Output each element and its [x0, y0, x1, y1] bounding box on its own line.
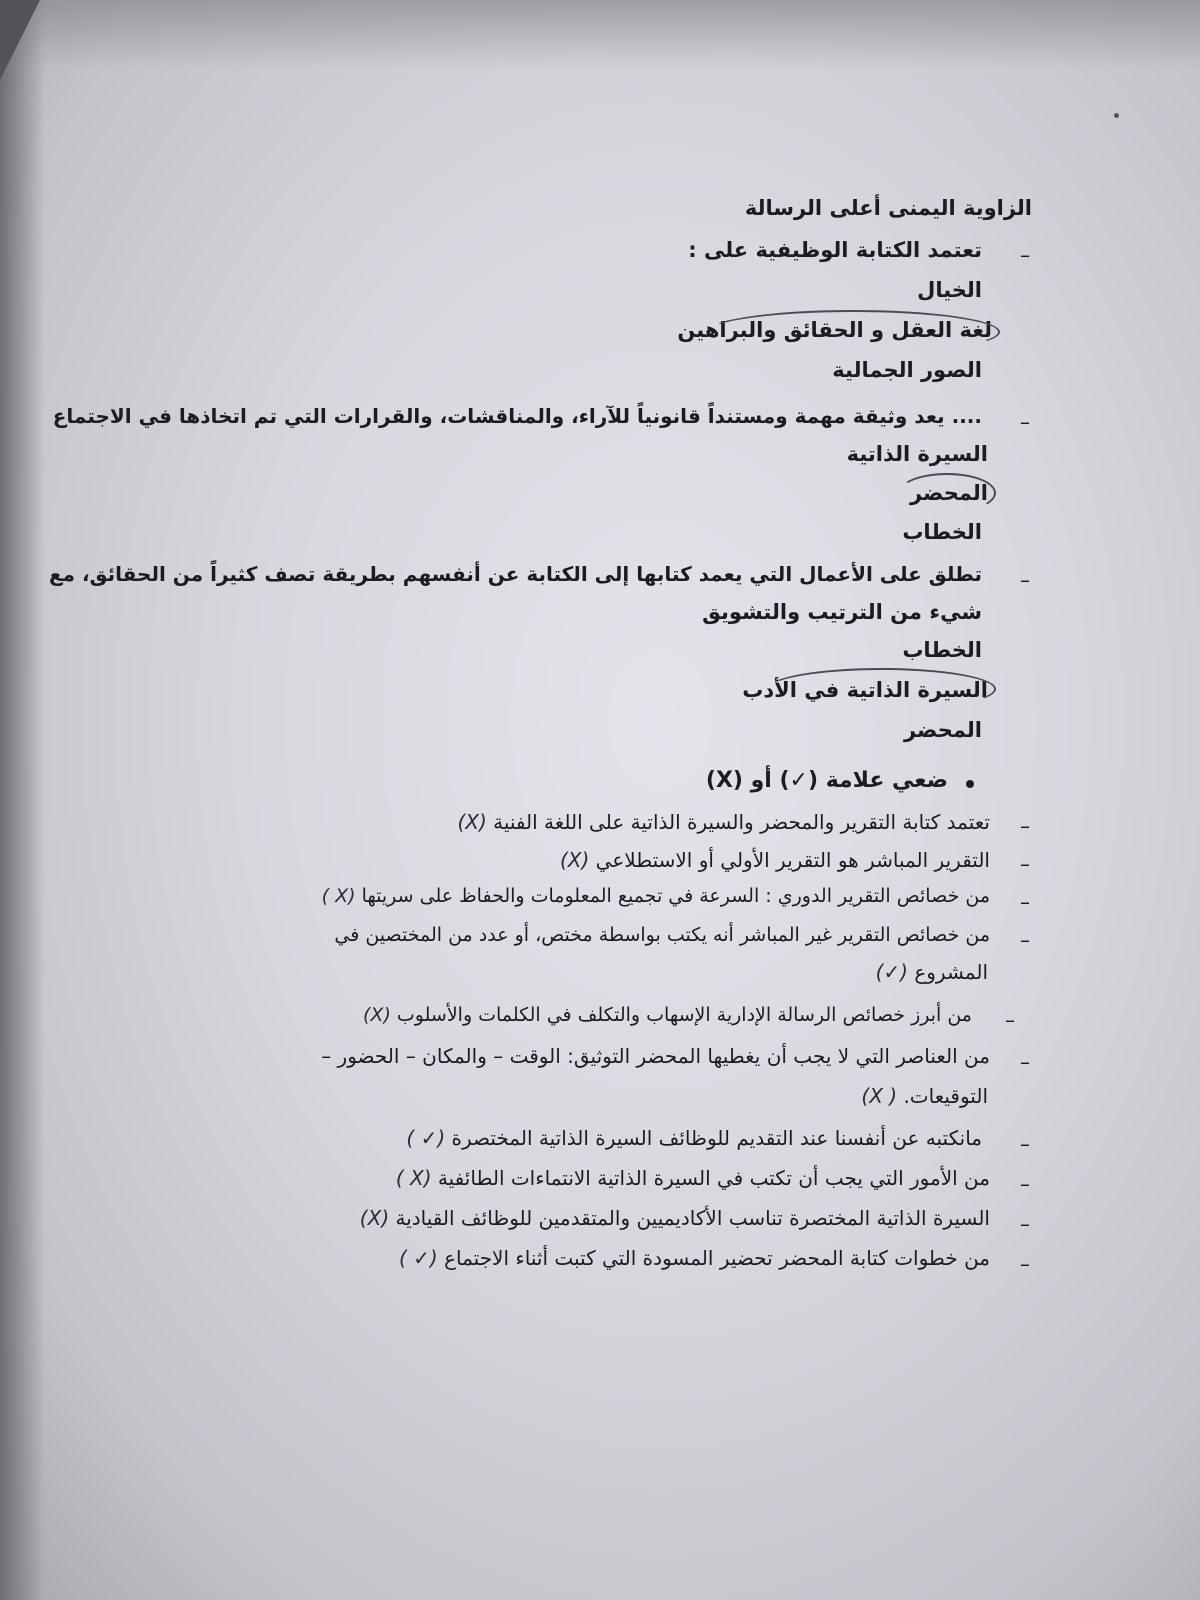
q2-option-circled: المحضر — [909, 481, 988, 505]
tf-item-text — [876, 962, 988, 982]
q3-stem-line2: شيء من الترتيب والتشويق — [702, 600, 982, 624]
dash: – — [1020, 814, 1030, 838]
q2-stem: .... يعد وثيقة مهمة ومستنداً قانونياً للآراء، والمناقشات، والقرارات التي تم اتخاذها في الاجتماع — [52, 404, 982, 428]
tf-item-2-text: التقرير المباشر هو التقرير الأولي أو الاستطلاعي — [595, 848, 990, 872]
tf-item-2-mark: (X) — [559, 848, 590, 872]
tf-item-1-mark: (X) — [457, 810, 487, 834]
tf-item-10-mark: (✓ ) — [398, 1246, 438, 1270]
dash: – — [1020, 1050, 1030, 1074]
dash: – — [1020, 568, 1030, 592]
tf-item-7-text: مانكتبه عن أنفسنا عند التقديم للوظائف السيرة الذاتية المختصرة — [451, 1126, 982, 1150]
tf-item-text — [406, 1128, 982, 1148]
q3-option: الخطاب — [902, 638, 982, 662]
tf-item-4-text: من خصائص التقرير غير المباشر أنه يكتب بواسطة مختص، أو عدد من المختصين في — [334, 924, 990, 946]
tf-item-6-cont: التوقيعات. — [903, 1084, 988, 1108]
tf-item-9-text: السيرة الذاتية المختصرة تناسب الأكاديميين والمتقدمين للوظائف القيادية — [395, 1206, 990, 1230]
tf-item-8-text: من الأمور التي يجب أن تكتب في السيرة الذاتية الانتماءات الطائفية — [437, 1166, 990, 1190]
dash: – — [1020, 1212, 1030, 1236]
tf-item-9-mark: (X) — [359, 1206, 390, 1230]
tf-item-10-text: من خطوات كتابة المحضر تحضير المسودة التي كتبت أثناء الاجتماع — [444, 1246, 990, 1270]
pen-circle — [898, 473, 996, 513]
tf-item-text — [861, 1086, 988, 1106]
q2-option: الخطاب — [902, 520, 982, 544]
dash: – — [1020, 410, 1030, 434]
dash: – — [1020, 928, 1030, 952]
tf-item-7-mark: (✓ ) — [406, 1126, 446, 1150]
q1-option: الخيال — [917, 278, 982, 302]
tf-item-text — [396, 1168, 990, 1188]
dash: – — [1020, 890, 1030, 914]
pen-circle — [706, 310, 1000, 354]
tf-item-3-text: من خصائص التقرير الدوري : السرعة في تجميع المعلومات والحفاظ على سريتها — [361, 885, 990, 907]
tf-item-4-cont: المشروع — [914, 960, 988, 984]
tf-instruction: ضعي علامة (✓) أو (X) — [705, 768, 948, 793]
heading: الزاوية اليمنى أعلى الرسالة — [744, 196, 1032, 220]
q2-option: السيرة الذاتية — [846, 442, 988, 466]
tf-item-text — [560, 850, 990, 870]
tf-item-text — [457, 812, 990, 832]
q1-stem: تعتمد الكتابة الوظيفية على : — [688, 238, 982, 262]
bullet-icon — [966, 780, 974, 788]
q3-option: المحضر — [903, 718, 982, 742]
tf-item-8-mark: (X ) — [395, 1166, 432, 1190]
dash: – — [1020, 243, 1030, 267]
tf-item-6-mark: ( X) — [861, 1084, 898, 1108]
dash: – — [1020, 852, 1030, 876]
tf-item-5-mark: (X) — [363, 1004, 391, 1026]
q3-stem-line1: تطلق على الأعمال التي يعمد كتابها إلى الكتابة عن أنفسهم بطريقة تصف كثيراً من الحقائق، مع — [49, 562, 982, 586]
tf-item-4-mark: (✓) — [875, 960, 908, 984]
q1-option: الصور الجمالية — [832, 358, 982, 382]
tf-item-6-text: من العناصر التي لا يجب أن يغطيها المحضر التوثيق: الوقت – والمكان – الحضور – — [321, 1044, 990, 1068]
tf-item-1-text: تعتمد كتابة التقرير والمحضر والسيرة الذاتية على اللغة الفنية — [493, 810, 990, 834]
pen-circle — [767, 668, 996, 710]
tf-item-text — [399, 1248, 990, 1268]
tf-item-3-mark: (X ) — [321, 885, 356, 907]
q1-option-circled: لغة العقل و الحقائق والبراهين — [677, 318, 992, 342]
dash: – — [1020, 1132, 1030, 1156]
q3-option-circled: السيرة الذاتية في الأدب — [742, 678, 988, 702]
tf-item-text — [360, 1208, 990, 1228]
dash: – — [1005, 1008, 1015, 1032]
tf-item-text — [322, 887, 990, 906]
dash: – — [1020, 1252, 1030, 1276]
dash: – — [1020, 1172, 1030, 1196]
tf-item-5-text: من أبرز خصائص الرسالة الإدارية الإسهاب والتكلف في الكلمات والأسلوب — [396, 1004, 972, 1026]
tf-item-text — [363, 1006, 972, 1025]
